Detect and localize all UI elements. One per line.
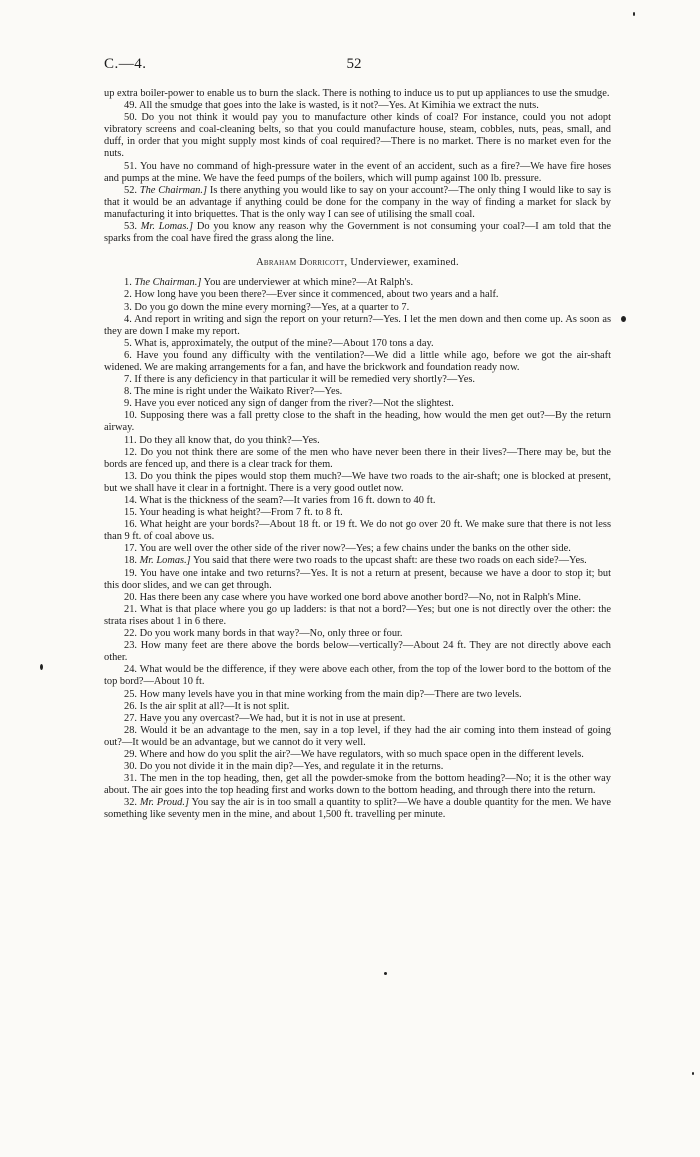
witness-name: Abraham Dorricott, xyxy=(256,257,348,269)
question-number: 17. xyxy=(124,543,137,555)
question-paragraph xyxy=(104,289,611,301)
question-number: 2. xyxy=(124,289,132,301)
ink-speck xyxy=(692,1072,694,1075)
question-number: 16. xyxy=(124,519,137,531)
question-text: How many feet are there above the bords below—vertically?—About 24 ft. They are not directly above each other. xyxy=(104,640,611,664)
testimony-before-list xyxy=(104,100,611,245)
question-paragraph xyxy=(104,161,611,185)
question-text: The men in the top heading, then, get all the powder-smoke from the bottom heading?—No; it is the other way about. The air goes into the top heading first and works down to the bottom heading, and through there into the return. xyxy=(104,773,611,797)
question-paragraph xyxy=(104,640,611,664)
question-paragraph xyxy=(104,555,611,567)
question-number: 7. xyxy=(124,374,132,386)
question-paragraph xyxy=(104,386,611,398)
question-text: Do you go down the mine every morning?—Yes, at a quarter to 7. xyxy=(134,301,410,313)
question-text: What would be the difference, if they were above each other, from the top of the lower bord to the bottom of the top bord?—About 10 ft. xyxy=(104,664,611,688)
question-text: Is there anything you would like to say on your account?—The only thing I would like to say is that it would be an advantage if anything could be done for the company in the way of finding a market for slack by manufacturing it into briquettes. That is the only way I can see of utilising the small coal. xyxy=(104,184,611,220)
question-text: Do you think the pipes would stop them much?—We have two roads to the air-shaft; one is blocked at present, but we shall have it clear in a fortnight. There is a very good outlet now. xyxy=(104,470,611,494)
question-number: 29. xyxy=(124,748,137,760)
question-paragraph xyxy=(104,221,611,245)
question-text: What height are your bords?—About 18 ft. or 19 ft. We do not go over 20 ft. We make sure that there is not less than 9 ft. of coal above us. xyxy=(104,519,611,543)
question-paragraph xyxy=(104,749,611,761)
speaker-label: Mr. Lomas.] xyxy=(139,555,191,567)
question-text: Do you know any reason why the Government is not consuming your coal?—I am told that the sparks from the coal have fired the grass along the line. xyxy=(104,221,611,245)
question-text: Do they all know that, do you think?—Yes. xyxy=(139,434,320,446)
question-paragraph xyxy=(104,302,611,314)
question-number: 13. xyxy=(124,470,137,482)
ink-speck xyxy=(384,972,387,975)
question-number: 31. xyxy=(124,773,137,785)
page-number: 52 xyxy=(346,56,362,72)
page-header xyxy=(104,56,604,78)
question-paragraph xyxy=(104,374,611,386)
question-paragraph xyxy=(104,568,611,592)
question-number: 18. xyxy=(124,555,137,567)
question-text: You have one intake and two returns?—Yes. It is not a return at present, because we have a door to stop it; but this door slides, and we can get through. xyxy=(104,567,612,591)
question-paragraph xyxy=(104,185,611,221)
question-text: What is, approximately, the output of the mine?—About 170 tons a day. xyxy=(134,337,434,349)
question-text: Where and how do you split the air?—We have regulators, with so much space open in the different levels. xyxy=(139,748,584,760)
question-number: 1. xyxy=(124,277,132,289)
question-text: You are well over the other side of the river now?—Yes; a few chains under the banks on the other side. xyxy=(139,543,571,555)
question-number: 22. xyxy=(124,628,137,640)
question-text: The mine is right under the Waikato River?—Yes. xyxy=(134,386,343,398)
question-number: 8. xyxy=(124,386,132,398)
question-number: 28. xyxy=(124,724,137,736)
question-number: 27. xyxy=(124,712,137,724)
question-number: 26. xyxy=(124,700,137,712)
question-text: If there is any deficiency in that particular it will be remedied very shortly?—Yes. xyxy=(134,374,475,386)
question-paragraph xyxy=(104,725,611,749)
question-paragraph xyxy=(104,495,611,507)
question-number: 10. xyxy=(124,410,137,422)
question-number: 51. xyxy=(124,160,137,172)
question-number: 49. xyxy=(124,100,137,112)
question-paragraph xyxy=(104,112,611,160)
page-body xyxy=(104,88,611,822)
question-paragraph xyxy=(104,435,611,447)
question-number: 6. xyxy=(124,349,132,361)
question-text: You say the air is in too small a quantity to split?—We have a double quantity for the men. We have something like seventy men in the mine, and about 1,500 ft. travelling per minute. xyxy=(104,797,612,821)
question-paragraph xyxy=(104,797,611,821)
ink-speck xyxy=(621,316,626,322)
question-number: 4. xyxy=(124,313,132,325)
question-text: You are underviewer at which mine?—At Ralph's. xyxy=(203,277,414,289)
question-text: Do you not think there are some of the men who have never been there in their lives?—There may be, but the bords are fenced up, and there is a clear track for them. xyxy=(104,446,611,470)
question-paragraph xyxy=(104,398,611,410)
question-text: You have no command of high-pressure water in the event of an accident, such as a fire?—We have fire hoses and pumps at the mine. We have the feed pumps of the boilers, which will pump against 100 lb. pressure. xyxy=(104,160,611,184)
question-paragraph xyxy=(104,338,611,350)
question-paragraph xyxy=(104,773,611,797)
witness-role: Underviewer, examined. xyxy=(350,257,459,269)
question-number: 21. xyxy=(124,603,137,615)
question-number: 3. xyxy=(124,301,132,313)
question-text: Is the air split at all?—It is not split. xyxy=(139,700,290,712)
question-number: 52. xyxy=(124,184,137,196)
question-paragraph xyxy=(104,100,611,112)
document-reference: C.—4. xyxy=(104,56,147,72)
question-number: 15. xyxy=(124,507,137,519)
speaker-label: Mr. Proud.] xyxy=(139,797,190,809)
witness-heading xyxy=(104,257,611,269)
question-number: 12. xyxy=(124,446,137,458)
question-number: 30. xyxy=(124,761,137,773)
question-text: What is the thickness of the seam?—It varies from 16 ft. down to 40 ft. xyxy=(139,495,436,506)
speaker-label: The Chairman.] xyxy=(139,184,208,196)
question-text: Do you work many bords in that way?—No, only three or four. xyxy=(139,628,403,640)
question-text: Have you ever noticed any sign of danger from the river?—Not the slightest. xyxy=(134,398,454,410)
question-text: What is that place where you go up ladders: is that not a bord?—Yes; but one is not directly over the other: the strata rises about 1 in 6 there. xyxy=(104,603,611,627)
question-text: Would it be an advantage to the men, say in a top level, if they had the air coming into them instead of going out?—It would be an advantage, but we cannot do it very well. xyxy=(104,724,611,748)
question-number: 19. xyxy=(124,567,137,579)
question-text: Has there been any case where you have worked one bord above another bord?—No, not in Ralph's Mine. xyxy=(139,591,581,603)
question-paragraph xyxy=(104,519,611,543)
question-text: All the smudge that goes into the lake is wasted, is it not?—Yes. At Kimihia we extract the nuts. xyxy=(139,100,539,112)
question-text: Do you not think it would pay you to manufacture other kinds of coal? For instance, could you not adopt vibratory screens and coal-cleaning belts, so that you could manufacture house, steam, cobbles, nuts, peas, small, and duff, in order that you might supply most kinds of coal required?—There is no market. There is no market even for the nuts. xyxy=(104,112,611,160)
question-paragraph xyxy=(104,447,611,471)
question-paragraph xyxy=(104,507,611,519)
question-number: 53. xyxy=(124,221,137,233)
question-paragraph xyxy=(104,713,611,725)
question-paragraph xyxy=(104,314,611,338)
question-number: 9. xyxy=(124,398,132,410)
question-text: You said that there were two roads to the upcast shaft: are these two roads on each side?—Yes. xyxy=(192,555,587,567)
question-paragraph xyxy=(104,277,611,289)
question-text: How many levels have you in that mine working from the main dip?—There are two levels. xyxy=(139,688,522,700)
question-paragraph xyxy=(104,592,611,604)
question-number: 25. xyxy=(124,688,137,700)
question-paragraph xyxy=(104,350,611,374)
question-number: 5. xyxy=(124,337,132,349)
question-paragraph xyxy=(104,689,611,701)
question-text: How long have you been there?—Ever since it commenced, about two years and a half. xyxy=(134,289,499,301)
speaker-label: Mr. Lomas.] xyxy=(140,221,194,233)
question-paragraph xyxy=(104,701,611,713)
question-number: 24. xyxy=(124,664,137,676)
question-paragraph xyxy=(104,543,611,555)
question-number: 50. xyxy=(124,112,137,124)
question-text: Supposing there was a fall pretty close to the shaft in the heading, how would the men get out?—By the return airway. xyxy=(104,410,611,434)
question-paragraph xyxy=(104,471,611,495)
question-number: 11. xyxy=(124,434,137,446)
question-paragraph xyxy=(104,604,611,628)
speaker-label: The Chairman.] xyxy=(134,277,202,289)
question-paragraph xyxy=(104,628,611,640)
question-text: Have you any overcast?—We had, but it is not in use at present. xyxy=(139,712,406,724)
question-number: 14. xyxy=(124,495,137,506)
question-paragraph xyxy=(104,664,611,688)
question-text: And report in writing and sign the report on your return?—Yes. I let the men down and then come up. As soon as they are down I make my report. xyxy=(104,313,611,337)
question-number: 20. xyxy=(124,591,137,603)
question-paragraph xyxy=(104,761,611,773)
question-text: Have you found any difficulty with the ventilation?—We did a little while ago, before we got the air-shaft widened. We are making arrangements for a fan, and have the brickwork and foundation ready now. xyxy=(104,349,611,373)
continuation-paragraph: up extra boiler-power to enable us to burn the slack. There is nothing to induce us to put up appliances to use the smudge. xyxy=(104,88,610,99)
question-number: 32. xyxy=(124,797,137,809)
ink-speck xyxy=(40,664,43,670)
question-number: 23. xyxy=(124,640,137,652)
question-paragraph xyxy=(104,410,611,434)
question-text: Do you not divide it in the main dip?—Yes, and regulate it in the returns. xyxy=(139,761,444,773)
testimony-list xyxy=(104,277,611,821)
question-text: Your heading is what height?—From 7 ft. to 8 ft. xyxy=(139,507,343,519)
ink-speck xyxy=(633,12,635,16)
